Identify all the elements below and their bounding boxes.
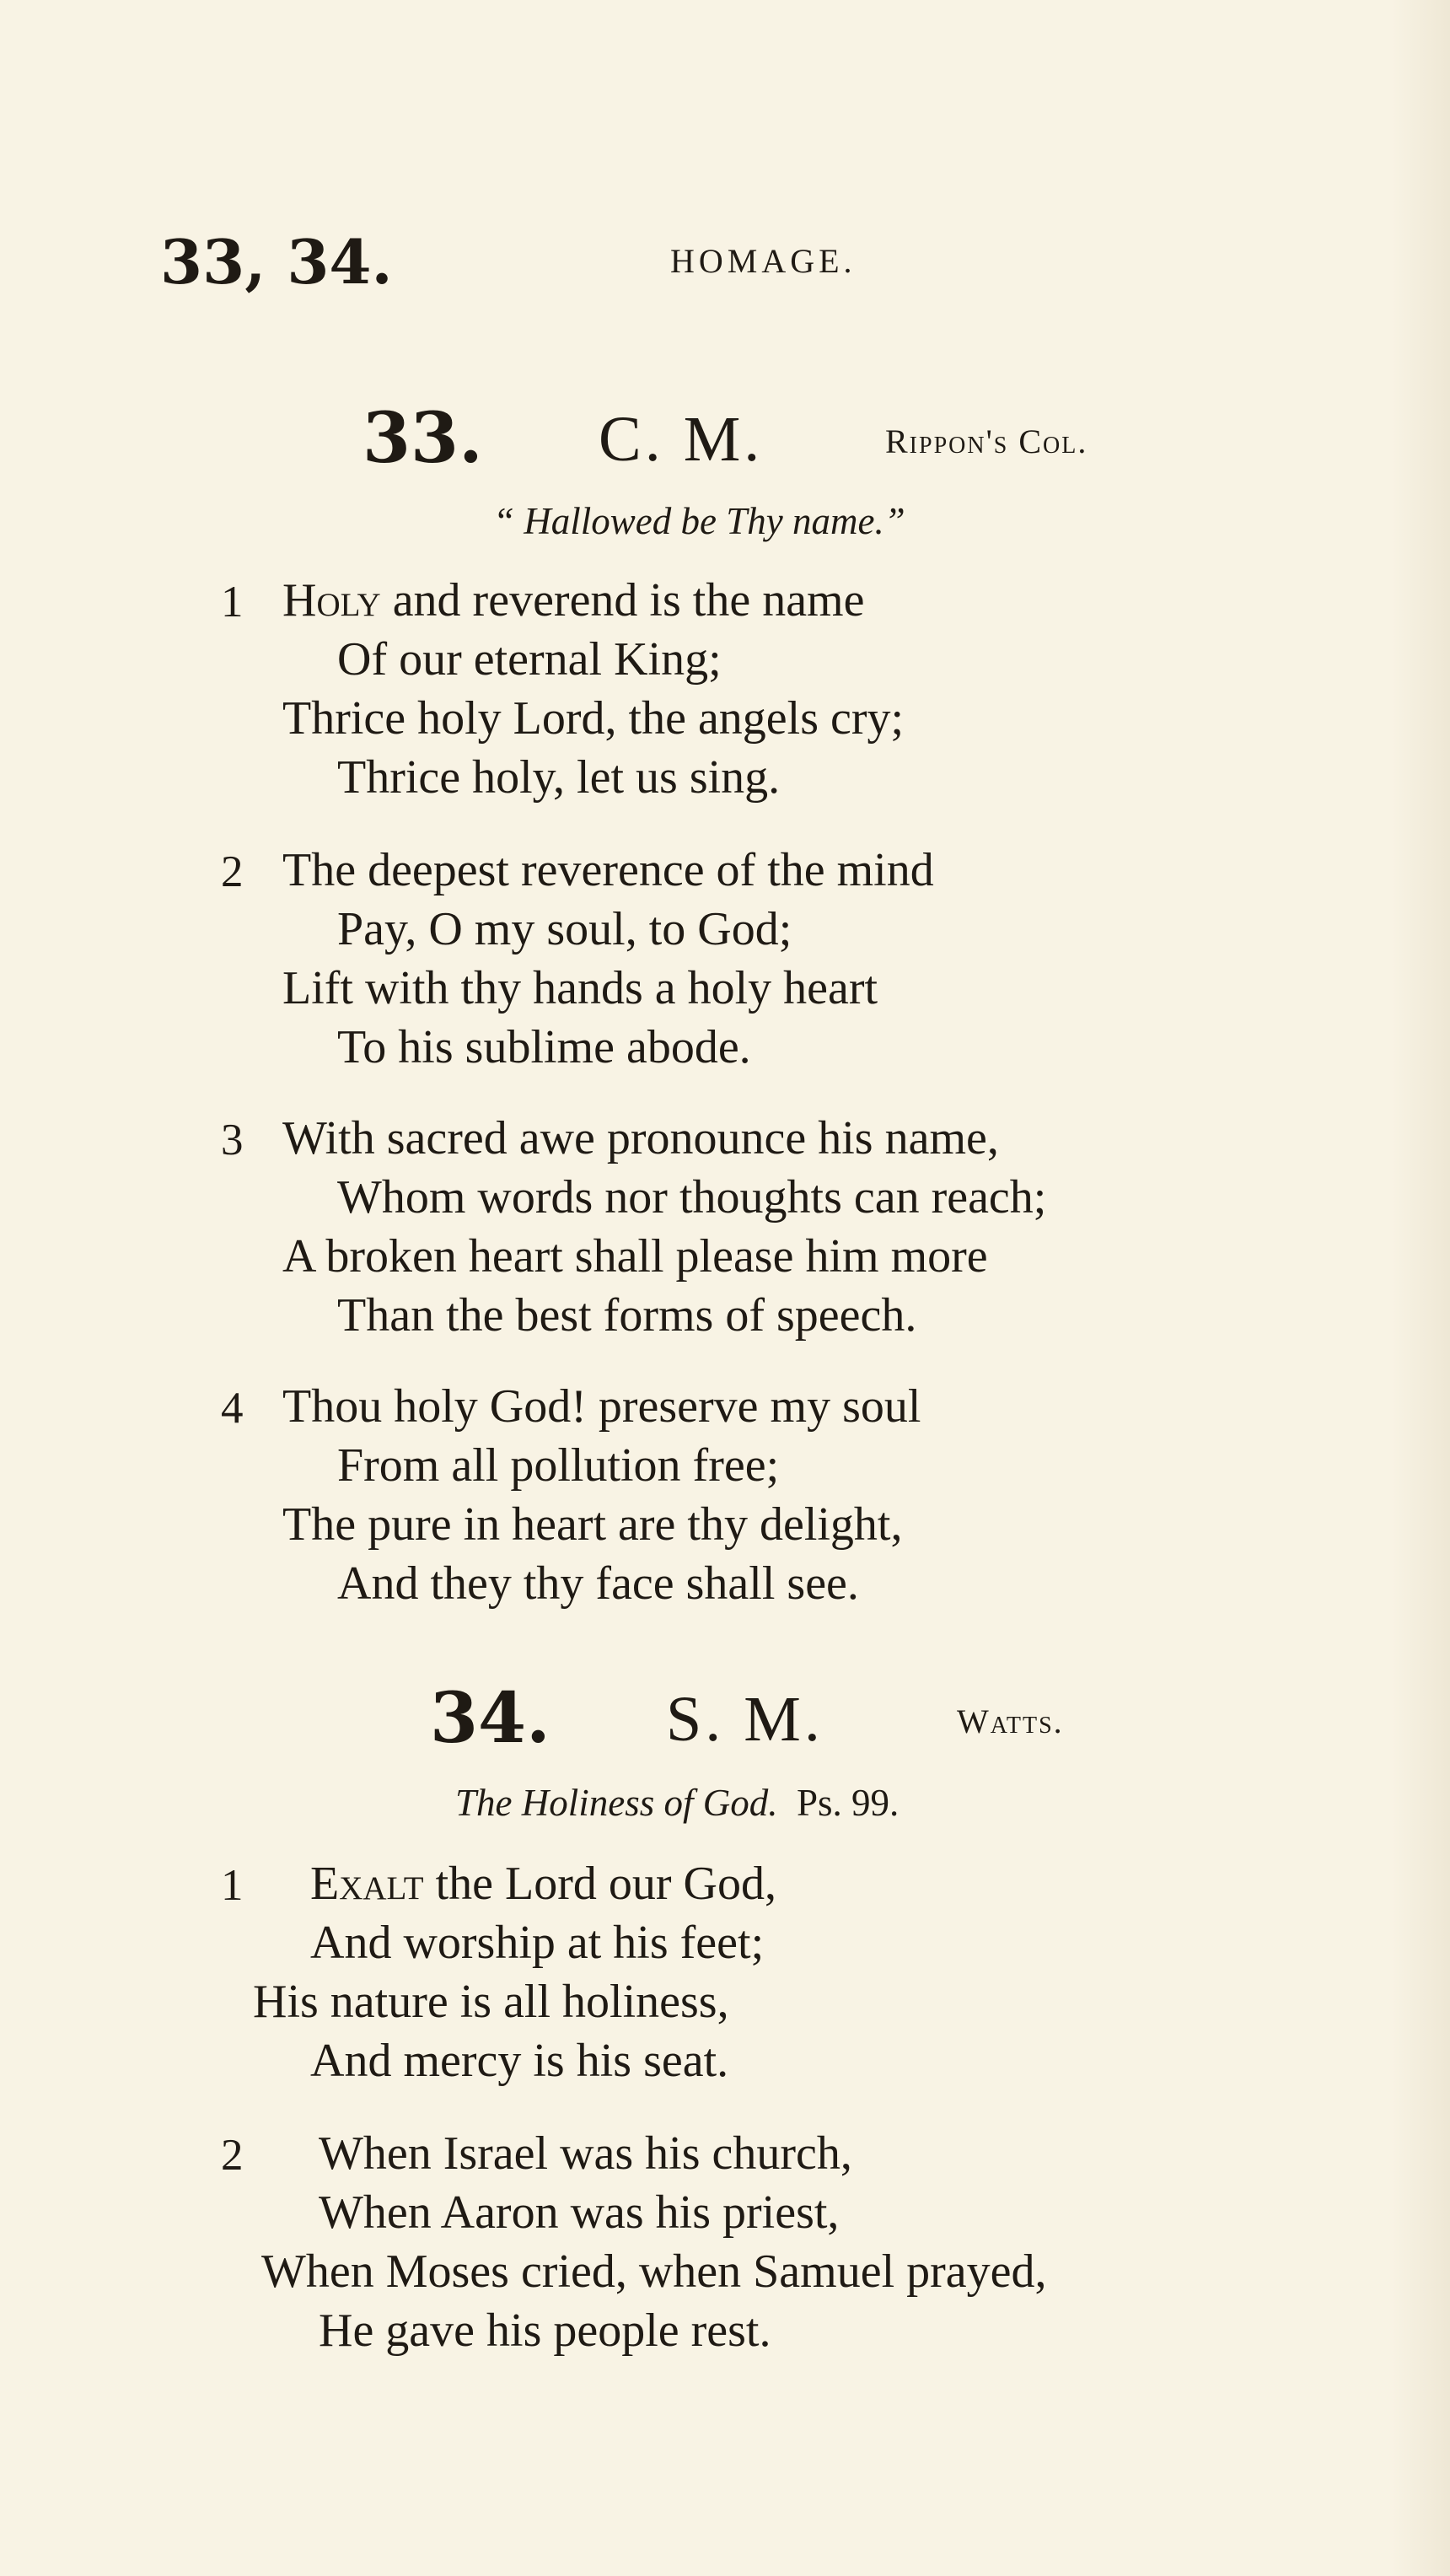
stanza-number: 2 [221, 2131, 244, 2180]
hymn-33-subtitle: “ Hallowed be Thy name.” [493, 500, 905, 542]
stanza-line: And they thy face shall see. [337, 1557, 859, 1610]
stanza-line: He gave his people rest. [319, 2304, 771, 2357]
stanza-line: Than the best forms of speech. [337, 1289, 917, 1342]
stanza-line: With sacred awe pronounce his name, [282, 1112, 999, 1164]
stanza-line: The deepest reverence of the mind [282, 844, 934, 896]
hymn-34-source: Watts. [957, 1702, 1064, 1740]
stanza-line: Lift with thy hands a holy heart [282, 962, 878, 1014]
stanza-number: 3 [221, 1116, 244, 1164]
hymn-34-subtitle [455, 1781, 899, 1825]
hymn-33-meter: C. M. [599, 404, 764, 475]
running-page-numbers: 33, 34. [160, 226, 393, 298]
stanza-line: A broken heart shall please him more [282, 1230, 988, 1283]
stanza-number: 4 [221, 1384, 244, 1433]
stanza-line: Thou holy God! preserve my soul [282, 1380, 921, 1433]
hymn-34-meter: S. M. [666, 1684, 824, 1755]
running-section-title: HOMAGE. [670, 242, 857, 280]
stanza-line: And mercy is his seat. [310, 2035, 729, 2087]
hymn-34-number: 34. [430, 1678, 550, 1759]
stanza-line [310, 1857, 776, 1911]
stanza-line-rest: and reverend is the name [380, 574, 865, 627]
stanza-line: To his sublime abode. [337, 1021, 751, 1073]
stanza-line: Thrice holy, let us sing. [337, 751, 781, 804]
stanza-line: His nature is all holiness, [253, 1976, 729, 2028]
stanza-line: Pay, O my soul, to God; [337, 903, 792, 955]
stanza-line: And worship at his feet; [310, 1917, 765, 1969]
stanza-line: Whom words nor thoughts can reach; [337, 1171, 1047, 1223]
stanza-initial-word: Exalt [310, 1858, 424, 1910]
stanza-number: 2 [221, 847, 244, 896]
hymn-34-subtitle-title: The Holiness of God. [455, 1782, 778, 1824]
stanza-line: Thrice holy Lord, the angels cry; [282, 692, 905, 745]
stanza-initial-word: Holy [282, 574, 381, 627]
hymn-33-number: 33. [362, 398, 483, 479]
stanza-line: When Aaron was his priest, [319, 2186, 840, 2239]
page-gutter-shadow [1391, 0, 1450, 2576]
stanza-line: The pure in heart are thy delight, [282, 1498, 903, 1551]
stanza-line: When Israel was his church, [319, 2127, 852, 2180]
stanza-number: 1 [221, 1861, 244, 1910]
stanza-line-rest: the Lord our God, [423, 1858, 776, 1910]
stanza-line: From all pollution free; [337, 1439, 780, 1492]
stanza-line [282, 573, 864, 627]
hymn-34-psalm-reference: Ps. 99. [797, 1782, 900, 1824]
stanza-line: When Moses cried, when Samuel prayed, [261, 2245, 1047, 2298]
hymn-33-source: Rippon's Col. [885, 422, 1088, 460]
stanza-number: 1 [221, 578, 244, 627]
stanza-line: Of our eternal King; [337, 633, 722, 686]
